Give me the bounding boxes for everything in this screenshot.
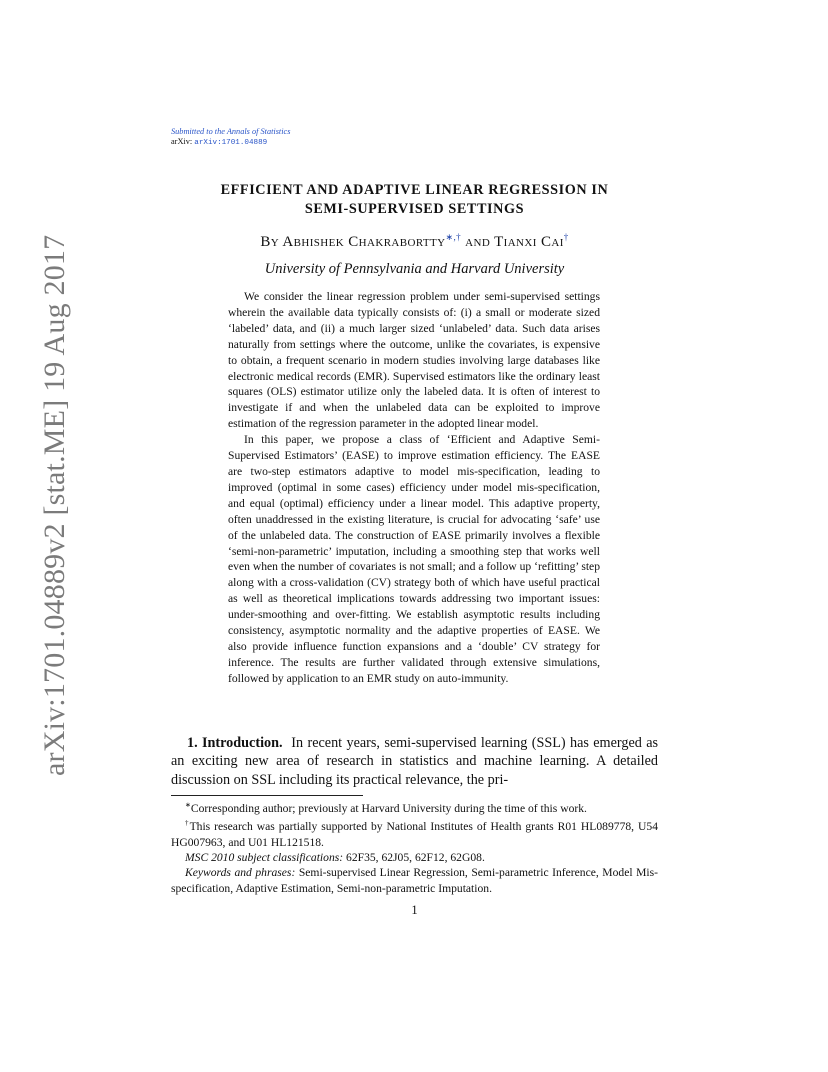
keywords-label: Keywords and phrases: — [185, 866, 296, 880]
footnote-1-text: Corresponding author; previously at Harvard University during the time of this work. — [190, 801, 587, 815]
introduction-paragraph — [171, 734, 658, 789]
arxiv-sidebar-stamp: arXiv:1701.04889v2 [stat.ME] 19 Aug 2017 — [38, 234, 71, 776]
footnote-1-mark: ∗ — [185, 801, 191, 809]
title-line-1: EFFICIENT AND ADAPTIVE LINEAR REGRESSION IN — [220, 182, 609, 198]
author-by: By — [260, 234, 283, 250]
author-line — [171, 232, 658, 251]
section-heading-introduction: 1. Introduction. — [187, 735, 283, 751]
author-1-footnote-marks[interactable]: ∗,† — [445, 232, 462, 242]
footnote-2-text: This research was partially supported by National Institutes of Health grants R01 HL089778, U54 HG007963, and U01 HL121518. — [171, 820, 658, 849]
arxiv-header — [171, 137, 267, 147]
affiliation: University of Pennsylvania and Harvard University — [264, 261, 565, 277]
introduction-text: In recent years, semi-supervised learning (SSL) has emerged as an exciting new area of research in statistics and machine learning. A detailed discussion on SSL including its practical relevance, the pri- — [171, 735, 659, 788]
footnote-1 — [171, 798, 658, 816]
author-and: and — [461, 234, 495, 250]
arxiv-prefix: arXiv: — [171, 137, 195, 146]
msc-classifications — [171, 850, 658, 865]
author-2-footnote-mark[interactable]: † — [563, 232, 569, 242]
title-line-2: SEMI-SUPERVISED SETTINGS — [304, 201, 525, 217]
keywords-text: Semi-supervised Linear Regression, Semi-parametric Inference, Model Mis-specification, Adaptive Estimation, Semi-non-parametric Imputation. — [171, 866, 658, 895]
abstract — [228, 289, 600, 687]
msc-codes: 62F35, 62J05, 62F12, 62G08. — [343, 850, 485, 864]
footnote-2-mark: † — [185, 819, 190, 828]
page-number: 1 — [411, 903, 418, 917]
journal-header: Submitted to the Annals of Statistics — [171, 127, 291, 136]
footnote-2 — [171, 816, 658, 850]
author-1: Abhishek Chakrabortty — [282, 234, 446, 250]
introduction-section — [171, 734, 658, 789]
arxiv-link[interactable]: arXiv:1701.04889 — [194, 139, 268, 147]
abstract-paragraph-1: We consider the linear regression problem under semi-supervised settings wherein the available data typically consists of: (i) a small or moderate sized ‘labeled’ data, and (ii) a much larger sized ‘unlabeled’ data. Such data arises naturally from settings where the outcome, unlike the covariates, is expensive to obtain, a frequent scenario in modern studies involving large databases like electronic medical records (EMR). Supervised estimators like the ordinary least squares (OLS) estimator utilize only the labeled data. It is often of interest to investigate if and when the unlabeled data can be exploited to improve estimation of the regression parameter in the adopted linear model. — [228, 290, 600, 431]
paper-title — [171, 181, 658, 219]
footnotes — [171, 798, 658, 896]
author-2: Tianxi Cai — [494, 234, 564, 250]
footnote-rule — [171, 795, 363, 796]
keywords — [171, 865, 658, 896]
abstract-paragraph-2: In this paper, we propose a class of ‘Efficient and Adaptive Semi-Supervised Estimators’ (EASE) to improve estimation efficiency. The EASE are two-step estimators adaptive to model mis-specification, leading to improved (optimal in some cases) efficiency under model mis-specification, and equal (optimal) efficiency under a linear model. This adaptive property, often unaddressed in the existing literature, is crucial for advocating ‘safe’ use of the unlabeled data. The construction of EASE primarily involves a flexible ‘semi-non-parametric’ imputation, including a smoothing step that works well even when the number of covariates is not small; and a follow up ‘refitting’ step along with a cross-validation (CV) strategy both of which have useful practical as well as theoretical implications towards addressing two important issues: under-smoothing and over-fitting. We establish asymptotic results including consistency, asymptotic normality and the adaptive properties of EASE. We also provide influence function expansions and a ‘double’ CV strategy for inference. The results are further validated through extensive simulations, followed by application to an EMR study on auto-immunity. — [228, 433, 600, 685]
msc-label: MSC 2010 subject classifications: — [185, 850, 344, 864]
